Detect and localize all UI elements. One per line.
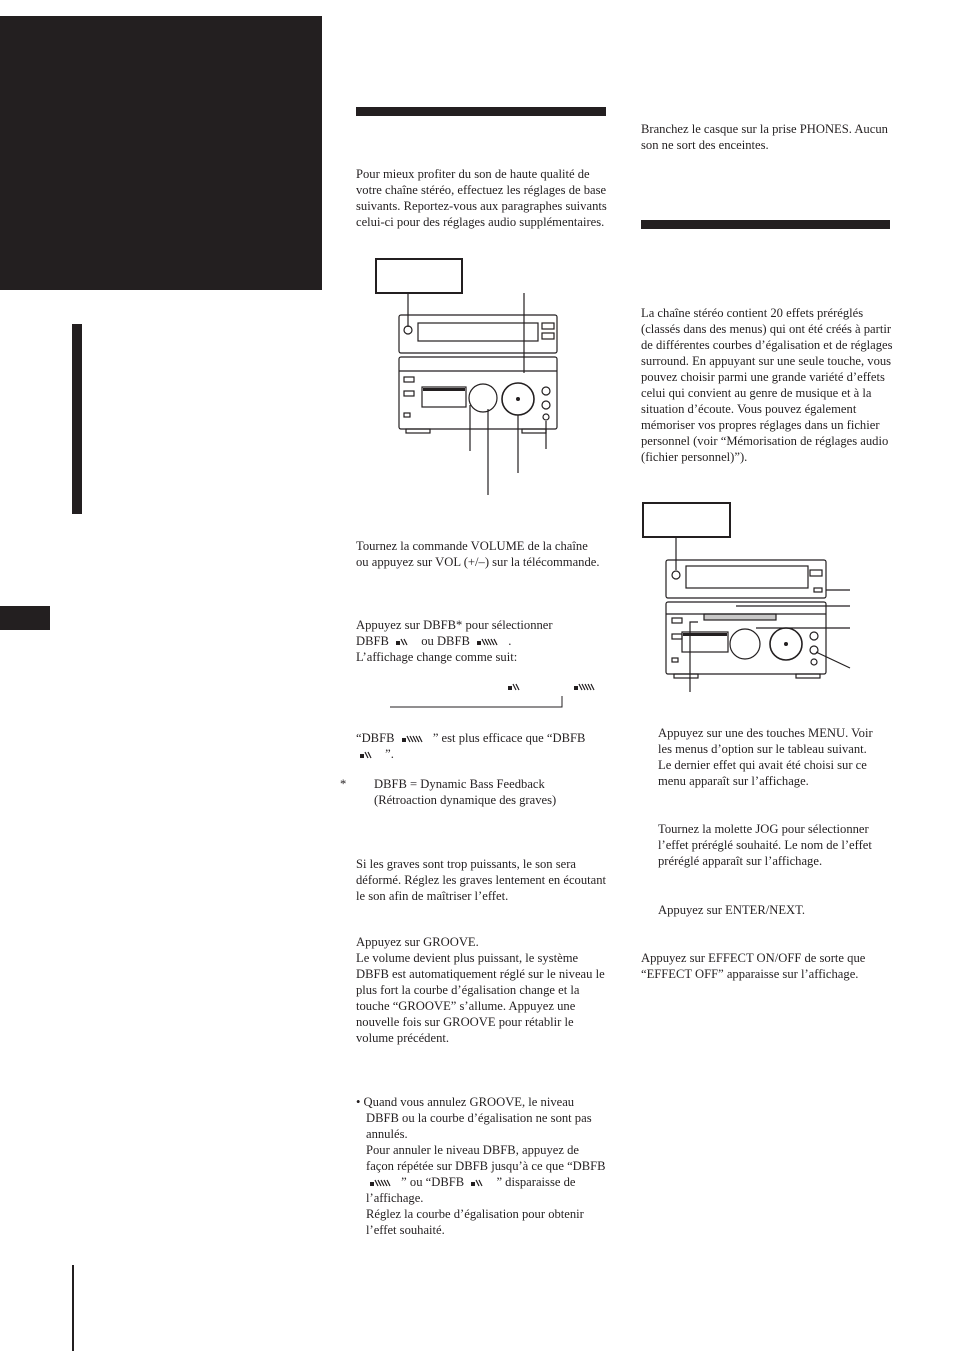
effect-off-instruction: Appuyez sur EFFECT ON/OFF de sorte que “EFFECT OFF” apparaisse sur l’affichage. <box>641 951 866 981</box>
footnote-text: DBFB = Dynamic Bass Feedback (Rétroaction dynamique des graves) <box>374 777 557 807</box>
intro-paragraph: Pour mieux profiter du son de haute qualité de votre chaîne stéréo, effectuez les réglages de base suivants. Reportez-vous aux paragraphes suivants celui-ci pour des réglages audio supplémentaires. <box>356 167 607 229</box>
preset-step-3: Appuyez sur ENTER/NEXT. <box>658 903 806 917</box>
page-tab-block <box>0 606 50 630</box>
groove-instruction: Appuyez sur GROOVE. Le volume devient plus puissant, le système DBFB est automatiquement réglé sur le niveau le plus fort la courbe d’égalisation change et la touche “GROOVE” s’allume. Appuyez une nouvelle fois sur GROOVE pour rétablir le volume précédent. <box>356 935 605 1045</box>
dbfb-label-a: DBFB <box>356 634 389 648</box>
dbfb-high-icon <box>475 638 503 646</box>
dbfb-low-icon <box>358 751 380 759</box>
dbfb-compare-part-c: ”. <box>385 747 394 761</box>
dbfb-label-b: ou DBFB <box>421 634 470 648</box>
dbfb-comparison <box>356 730 608 762</box>
preset-step-1: Appuyez sur une des touches MENU. Voir les menus d’option sur le tableau suivant. Le dernier effet qui avait été choisi sur ce menu apparaît sur l’affichage. <box>658 726 873 788</box>
dbfb-high-icon <box>368 1179 396 1187</box>
note-line-2-part-a: Pour annuler le niveau DBFB, appuyez de façon répétée sur DBFB jusqu’à ce que “DBFB <box>366 1143 606 1173</box>
groove-notes <box>356 1094 608 1238</box>
dbfb-line-3: L’affichage change comme suit: <box>356 650 518 664</box>
dbfb-compare-part-b: ” est plus efficace que “DBFB <box>432 731 586 745</box>
footnote-mark: * <box>340 777 347 791</box>
dbfb-line-1: Appuyez sur DBFB* pour sélectionner <box>356 618 553 632</box>
bass-warning: Si les graves sont trop puissants, le son sera déformé. Réglez les graves lentement en écoutant le son afin de maîtriser l’effet. <box>356 857 607 903</box>
chapter-side-bar <box>72 324 82 514</box>
dbfb-line-2 <box>356 633 608 649</box>
preset-step-2: Tournez la molette JOG pour sélectionner l’effet préréglé souhaité. Le nom de l’effet préréglé apparaît sur l’affichage. <box>658 822 872 868</box>
dbfb-high-icon <box>400 735 428 743</box>
dbfb-low-icon <box>394 638 416 646</box>
note-bullet: • Quand vous annulez GROOVE, le niveau DBFB ou la courbe d’égalisation ne sont pas annulés. <box>356 1095 592 1141</box>
dbfb-compare-part-a: “DBFB <box>356 731 395 745</box>
phones-instruction: Branchez le casque sur la prise PHONES. Aucun son ne sort des enceintes. <box>641 122 888 152</box>
section-bar-left <box>356 107 606 116</box>
stereo-illustration-volume <box>370 255 570 500</box>
dbfb-period: . <box>508 634 512 648</box>
footnote <box>340 776 600 808</box>
footer-rule <box>72 1265 74 1351</box>
stereo-illustration-presets <box>640 500 854 700</box>
note-line-2-part-b: ” ou “DBFB <box>401 1175 465 1189</box>
note-line-2-part-c: ” disparaisse de l’affichage. <box>366 1175 576 1205</box>
dbfb-display-sequence <box>386 682 606 714</box>
dbfb-low-icon <box>469 1179 491 1187</box>
dbfb-instruction <box>356 617 608 665</box>
volume-instruction: Tournez la commande VOLUME de la chaîne ou appuyez sur VOL (+/–) sur la télécommande. <box>356 539 600 569</box>
note-line-3: Réglez la courbe d’égalisation pour obtenir l’effet souhaité. <box>366 1207 584 1237</box>
section-bar-right <box>641 220 890 229</box>
note-line-2 <box>356 1142 608 1206</box>
chapter-header-block <box>0 16 322 290</box>
presets-intro: La chaîne stéréo contient 20 effets préréglés (classés dans des menus) qui ont été créés à partir de différentes courbes d’égalisation et de réglages surround. En appuyant sur une seule touche, vous pouvez choisir parmi une grande variété d’effets celui qui convient au genre de musique et à la situation d’écoute. Vous pouvez également mémoriser vos propres réglages dans un fichier personnel (voir “Mémorisation de réglages audio (fichier personnel)”). <box>641 306 893 464</box>
